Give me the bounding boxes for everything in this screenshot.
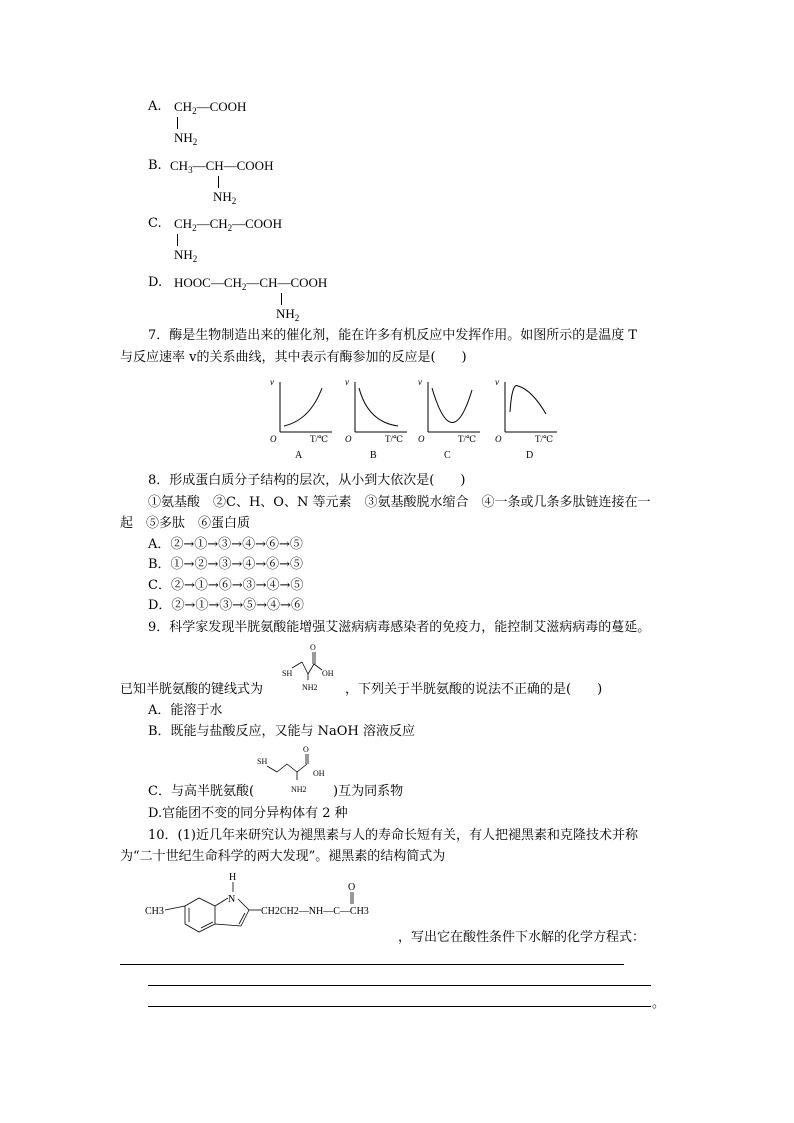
cysteine-structure (280, 640, 350, 695)
melatonin-structure (145, 866, 405, 946)
q6d-main-formula: $HOOC—CH_2—CH—COOH$ (174, 275, 328, 292)
svg-text:SH: SH (282, 669, 293, 678)
q10-prompt: ，写出它在酸性条件下水解的化学方程式： (398, 930, 646, 945)
svg-text:NH2: NH2 (302, 683, 318, 692)
svg-text:OH: OH (313, 769, 325, 778)
q6c-branch: $NH_2$ (174, 247, 198, 264)
q6b-branch: $NH_2$ (213, 189, 237, 206)
bond-line (177, 117, 178, 129)
q6d-branch: $NH_2$ (276, 306, 300, 323)
graph-b-label: B (370, 450, 377, 461)
q8-items-line2: 起 ⑤多肽 ⑥蛋白质 (120, 516, 251, 531)
svg-text:T/℃: T/℃ (310, 434, 329, 444)
bond-line (281, 293, 282, 305)
svg-text:v: v (270, 377, 274, 387)
q9-line2-suffix: ，下列关于半胱氨酸的说法不正确的是( ) (345, 682, 603, 697)
svg-text:H: H (229, 872, 237, 883)
q9-line2-prefix: 已知半胱氨酸的键线式为 (120, 682, 264, 697)
q7-graphs (260, 372, 570, 462)
graph-d-label: D (526, 450, 534, 461)
q10-line2: 为“二十世纪生命科学的两大发现”。褪黑素的结构简式为 (120, 849, 446, 864)
svg-text:CH2CH2—NH—C—CH3: CH2CH2—NH—C—CH3 (261, 906, 369, 917)
q8-option-d: D．②→①→③→⑤→④→⑥ (148, 598, 304, 613)
svg-text:O: O (303, 745, 309, 754)
graph-d (495, 377, 557, 461)
homocysteine-structure (255, 742, 335, 797)
svg-text:O: O (495, 434, 502, 444)
bond-line (177, 234, 178, 246)
graph-a-label: A (295, 450, 303, 461)
q9-stem: 9．科学家发现半胱氨酸能增强艾滋病病毒感染者的免疫力，能控制艾滋病病毒的蔓延。 (148, 620, 651, 635)
svg-text:T/℃: T/℃ (458, 434, 477, 444)
q10-line1: 10．(1)近几年来研究认为褪黑素与人的寿命长短有关，有人把褪黑素和克隆技术并称 (148, 828, 638, 843)
q9-option-c-suffix: )互为同系物 (333, 784, 404, 799)
svg-text:O: O (310, 643, 316, 652)
q6a-branch: $NH_2$ (174, 130, 198, 147)
bond-line (218, 176, 219, 188)
q6c-main-formula: $CH_2—CH_2—COOH$ (174, 216, 282, 233)
svg-text:CH3: CH3 (145, 906, 164, 917)
svg-text:T/℃: T/℃ (385, 434, 404, 444)
q9-option-b: B．既能与盐酸反应，又能与 NaOH 溶液反应 (148, 724, 415, 739)
q10-end-mark: 。 (652, 996, 666, 1011)
q6a-main-formula: $CH_2—COOH$ (174, 99, 247, 116)
svg-text:O: O (270, 434, 277, 444)
answer-line-3[interactable] (148, 1006, 651, 1007)
graph-b (345, 377, 407, 461)
q6b-main-formula: $CH_3—CH—COOH$ (170, 158, 274, 175)
svg-text:O: O (348, 882, 356, 893)
svg-text:v: v (345, 377, 349, 387)
q7-stem-line1: 7．酶是生物制造出来的催化剂，能在许多有机反应中发挥作用。如图所示的是温度 T (148, 328, 638, 343)
svg-text:OH: OH (322, 669, 334, 678)
svg-text:N: N (228, 894, 236, 905)
svg-text:O: O (418, 434, 425, 444)
svg-text:v: v (418, 377, 422, 387)
answer-line-1[interactable] (120, 964, 624, 965)
q9-option-d: D.官能团不变的同分异构体有 2 种 (148, 806, 348, 821)
q8-option-c: C．②→①→⑥→③→④→⑤ (148, 578, 304, 593)
q9-option-a: A．能溶于水 (148, 703, 223, 718)
q8-option-a: A．②→①→③→④→⑥→⑤ (148, 537, 303, 552)
graph-a (270, 377, 332, 461)
svg-text:SH: SH (257, 757, 268, 766)
answer-line-2[interactable] (148, 985, 651, 986)
q8-items-line1: ①氨基酸 ②C、H、O、N 等元素 ③氨基酸脱水缩合 ④一条或几条多肽链连接在一 (148, 495, 651, 510)
svg-text:NH2: NH2 (291, 785, 307, 794)
svg-text:T/℃: T/℃ (535, 434, 554, 444)
svg-text:O: O (345, 434, 352, 444)
graph-c (418, 377, 480, 461)
graph-c-label: C (444, 450, 451, 461)
q8-stem: 8．形成蛋白质分子结构的层次，从小到大依次是( ) (148, 473, 466, 488)
q8-option-b: B．①→②→③→④→⑥→⑤ (148, 557, 304, 572)
svg-text:v: v (495, 377, 499, 387)
q9-option-c-prefix: C．与高半胱氨酸( (148, 784, 255, 799)
q7-stem-line2: 与反应速率 v的关系曲线，其中表示有酶参加的反应是( ) (120, 350, 467, 365)
